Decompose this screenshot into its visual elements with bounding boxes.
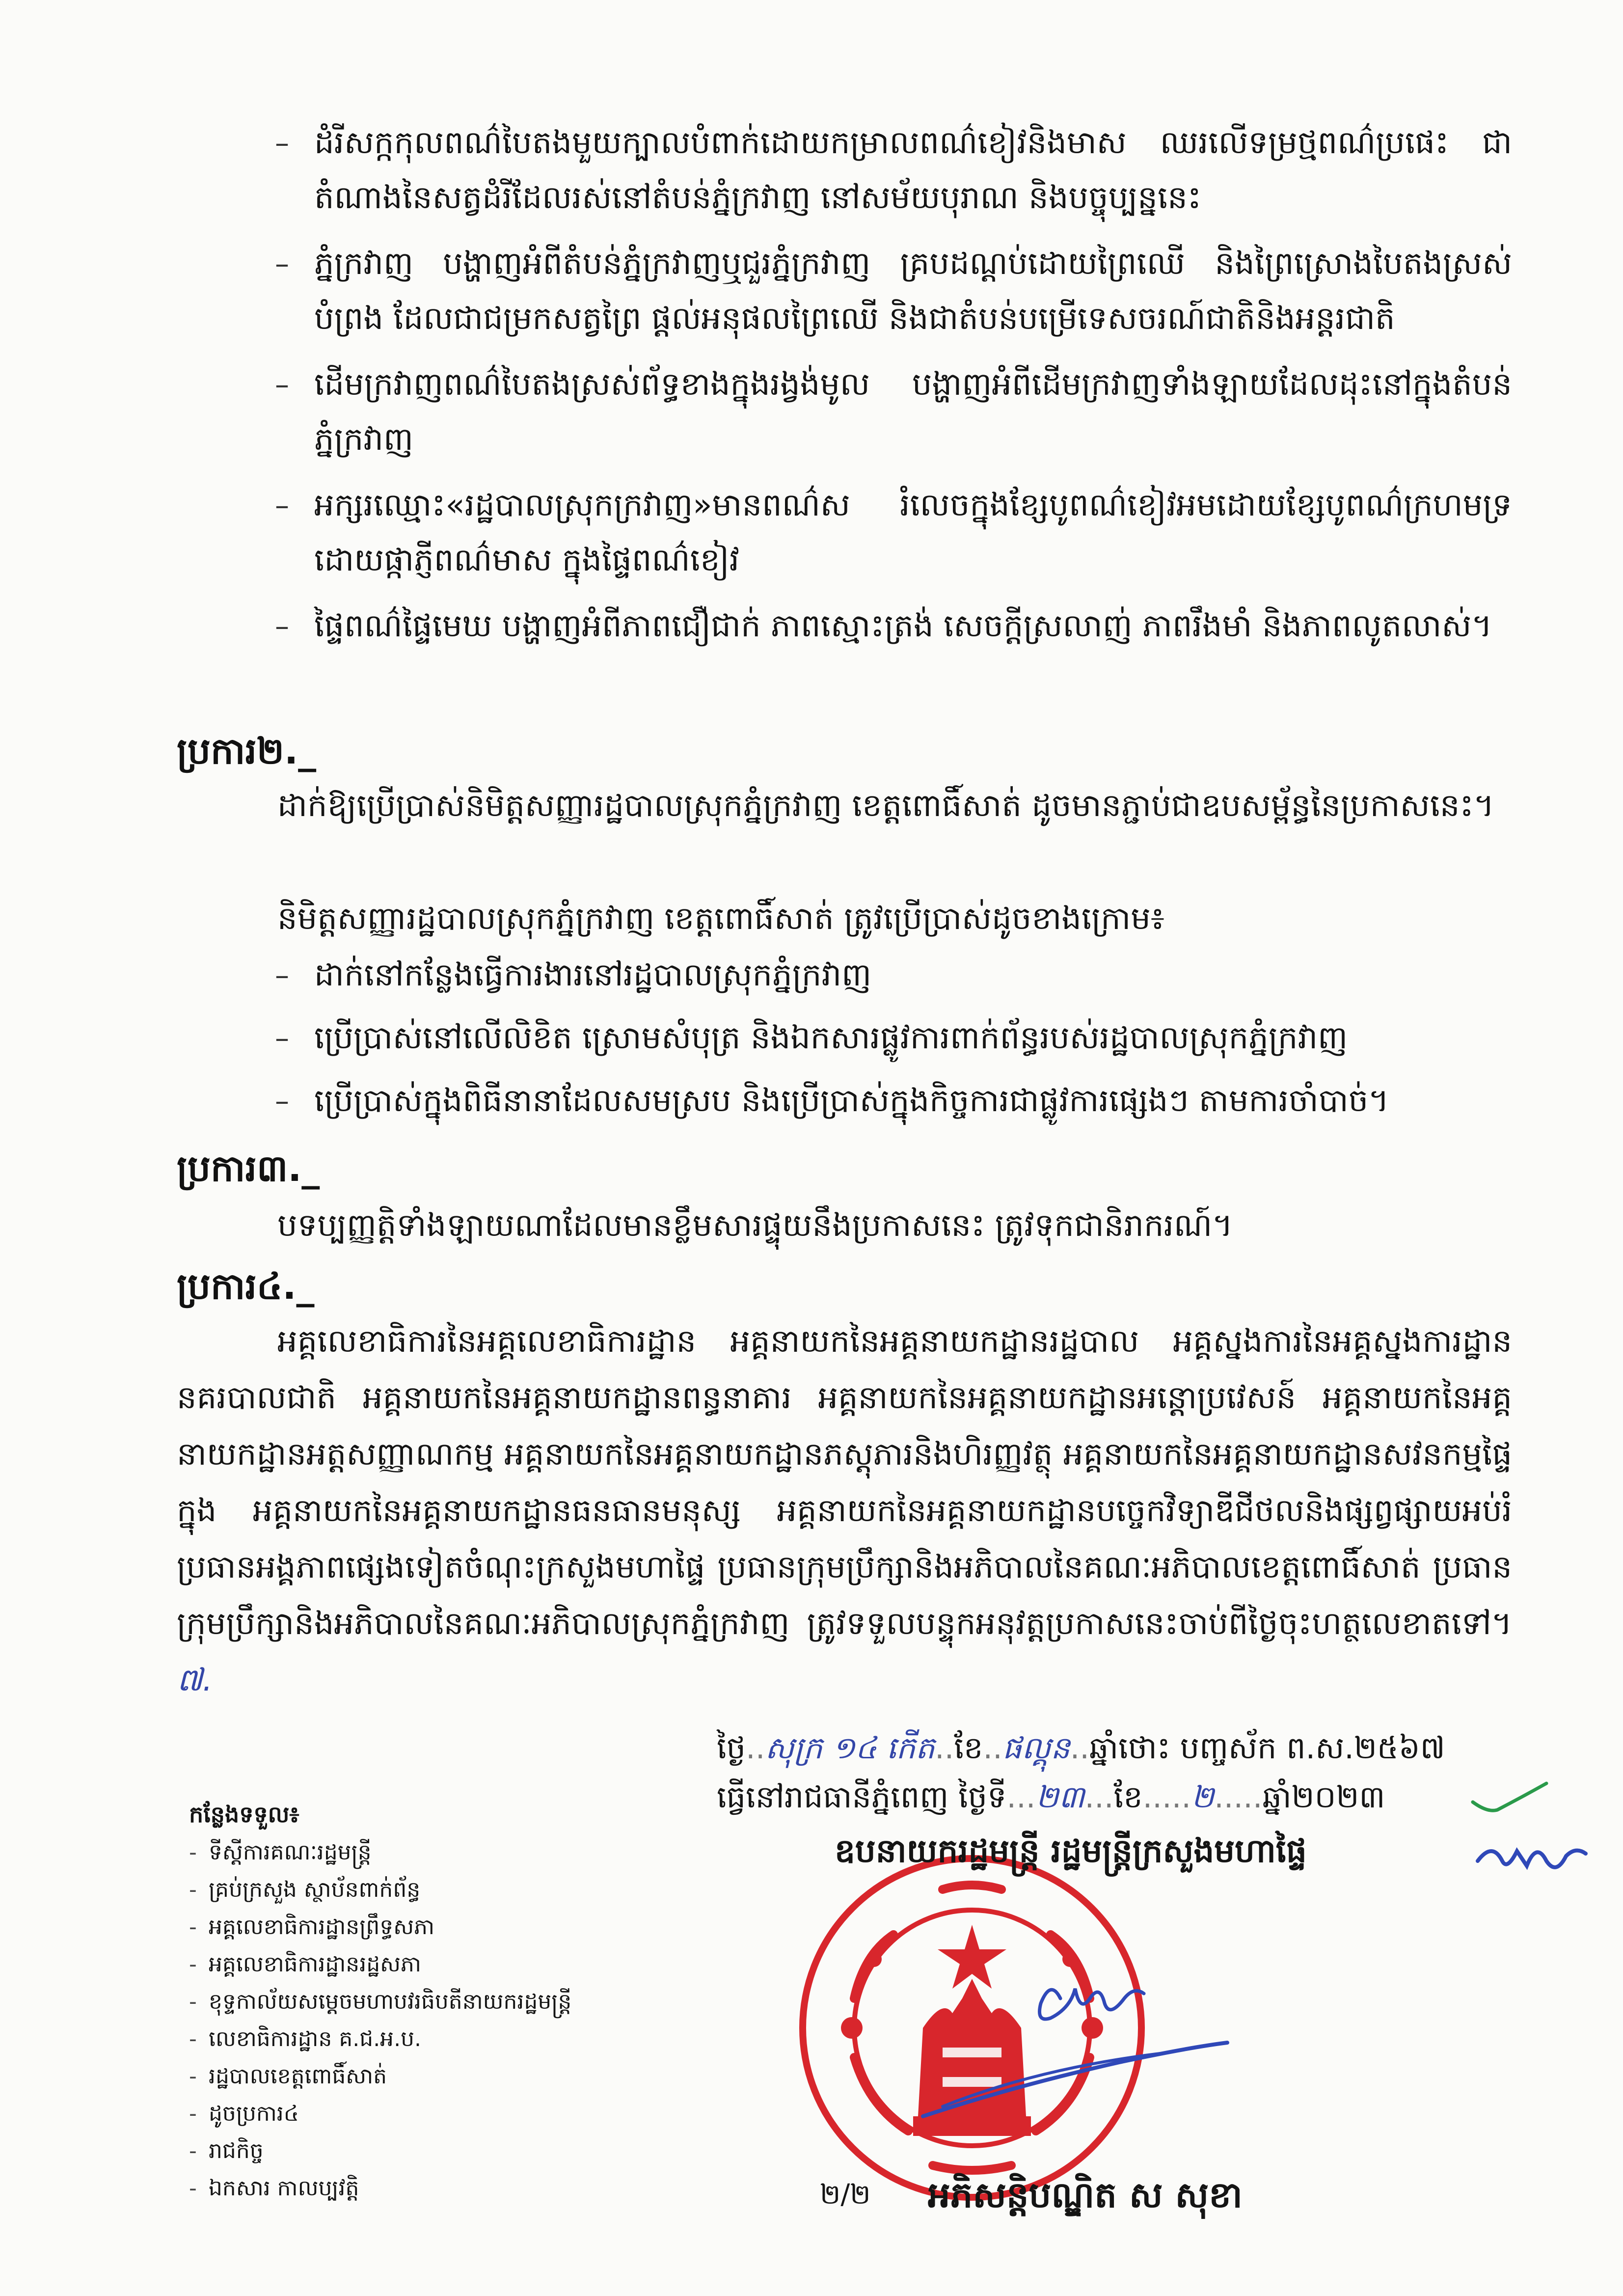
year-label: ឆ្នាំថោះ បញ្ចស័ក ព.ស.២៥៦៧ xyxy=(1089,1730,1445,1766)
list-item: - ទីស្ដីការគណៈរដ្ឋមន្ត្រី xyxy=(189,1840,372,1865)
list-item xyxy=(275,1011,1512,1066)
bullet-dash: – xyxy=(275,1084,289,1118)
signatory-title: ឧបនាយករដ្ឋមន្ត្រី រដ្ឋមន្ត្រីក្រសួងមហាផ្ទៃ xyxy=(835,1832,1307,1870)
page-number: ២/២ xyxy=(820,2179,871,2211)
handwritten-month: ២ xyxy=(1191,1779,1215,1815)
bullet-dash: – xyxy=(275,126,289,160)
recipients-list xyxy=(189,1834,572,2207)
list-item: - រាជកិច្ច xyxy=(189,2138,264,2163)
bullet-dash: – xyxy=(275,958,289,992)
article3-paragraph: បទប្បញ្ញត្តិទាំងឡាយណាដែលមានខ្លឹមសារផ្ទុយនឹងប្រកាសនេះ ត្រូវទុកជានិរាករណ៍។ xyxy=(277,1207,1233,1244)
list-item: - ខុទ្ទកាល័យសម្ដេចមហាបវរធិបតីនាយករដ្ឋមន្ត្រី xyxy=(189,1989,572,2014)
list-item: - រដ្ឋបាលខេត្តពោធិ៍សាត់ xyxy=(189,2064,387,2089)
list-item xyxy=(275,357,1512,467)
article4-paragraph xyxy=(177,1313,1512,1709)
recipients-block xyxy=(189,1795,572,2207)
list-item xyxy=(275,236,1512,346)
bullet-text: ភ្នំក្រវាញ បង្ហាញអំពីតំបន់ភ្នំក្រវាញឬជួរភ្នំក្រវាញ គ្របដណ្ដប់ដោយព្រៃឈើ និងព្រៃស្រោងបៃតងស្រស់បំព្រង ដែលជាជម្រកសត្វព្រៃ ផ្ដល់អនុផលព្រៃឈើ និងជាតំបន់បម្រើទេសចរណ៍ជាតិនិងអន្តរជាតិ xyxy=(314,246,1512,337)
article2-usage-list xyxy=(275,948,1512,1136)
month-label: ខែ xyxy=(1113,1779,1143,1815)
recipients-title: កន្លែងទទួល៖ xyxy=(189,1801,299,1828)
bullet-dash: – xyxy=(275,1021,289,1055)
signature-icon xyxy=(913,1969,1237,2131)
signatory-name: អភិសន្តិបណ្ឌិត ស សុខា xyxy=(928,2174,1243,2215)
article2-usage-intro: និមិត្តសញ្ញារដ្ឋបាលស្រុកភ្នំក្រវាញ ខេត្តពោធិ៍សាត់ ត្រូវប្រើប្រាស់ដូចខាងក្រោម៖ xyxy=(277,901,1164,937)
list-item: - គ្រប់ក្រសួង ស្ថាប័នពាក់ព័ន្ធ xyxy=(189,1877,421,1902)
article1-bullets xyxy=(275,115,1512,664)
solar-date-line: ធ្វើនៅរាជធានីភ្នំពេញ ថ្ងៃទី...២៣...ខែ.....២.....ឆ្នាំ២០២៣ xyxy=(717,1779,1385,1815)
bullet-text: ដើមក្រវាញពណ៌បៃតងស្រស់ព័ទ្ធខាងក្នុងរង្វង់មូល បង្ហាញអំពីដើមក្រវាញទាំងឡាយដែលដុះនៅក្នុងតំបន់ភ្នំក្រវាញ xyxy=(314,366,1512,458)
handwritten-month: ផល្គុន xyxy=(1002,1730,1070,1766)
list-item: - អគ្គលេខាធិការដ្ឋានរដ្ឋសភា xyxy=(189,1952,421,1977)
initials-icon xyxy=(1473,1827,1591,1881)
handwritten-day: ២៣ xyxy=(1035,1779,1085,1815)
article4-text: អគ្គលេខាធិការនៃអគ្គលេខាធិការដ្ឋាន អគ្គនាយកនៃអគ្គនាយកដ្ឋានរដ្ឋបាល អគ្គស្នងការនៃអគ្គស្នងការដ្ឋាននគរបាលជាតិ អគ្គនាយកនៃអគ្គនាយកដ្ឋានពន្ធនាគារ អគ្គនាយកនៃអគ្គនាយកដ្ឋានអន្តោប្រវេសន៍ អគ្គនាយកនៃអគ្គនាយកដ្ឋានអត្តសញ្ញាណកម្ម អគ្គនាយកនៃអគ្គនាយកដ្ឋានភស្តុភារនិងហិរញ្ញវត្ថុ អគ្គនាយកនៃអគ្គនាយកដ្ឋានសវនកម្មផ្ទៃក្នុង អគ្គនាយកនៃអគ្គនាយកដ្ឋានធនធានមនុស្ស អគ្គនាយកនៃអគ្គនាយកដ្ឋានបច្ចេកវិទ្យាឌីជីថលនិងផ្សព្វផ្សាយអប់រំ ប្រធានអង្គភាពផ្សេងទៀតចំណុះក្រសួងមហាផ្ទៃ ប្រធានក្រុមប្រឹក្សានិងអភិបាលនៃគណៈអភិបាលខេត្តពោធិ៍សាត់ ប្រធានក្រុមប្រឹក្សានិងអភិបាលនៃគណៈអភិបាលស្រុកភ្នំក្រវាញ ត្រូវទទួលបន្ទុកអនុវត្តប្រកាសនេះចាប់ពីថ្ងៃចុះហត្ថលេខាតទៅ។ xyxy=(177,1323,1512,1642)
bullet-text: ដាក់នៅកន្លែងធ្វើការងារនៅរដ្ឋបាលស្រុកភ្នំក្រវាញ xyxy=(314,957,871,993)
place-prefix: ធ្វើនៅរាជធានីភ្នំពេញ ថ្ងៃទី xyxy=(717,1779,1007,1815)
handwritten-day: សុក្រ ១៤ កើត xyxy=(765,1730,935,1766)
list-item xyxy=(275,599,1512,654)
year-label: ឆ្នាំ២០២៣ xyxy=(1262,1779,1385,1815)
bullet-text: ប្រើប្រាស់នៅលើលិខិត ស្រោមសំបុត្រ និងឯកសារផ្លូវការពាក់ព័ន្ធរបស់រដ្ឋបាលស្រុកភ្នំក្រវាញ xyxy=(314,1020,1348,1056)
bullet-text: ផ្ទៃពណ៌ផ្ទៃមេឃ បង្ហាញអំពីភាពជឿជាក់ ភាពស្មោះត្រង់ សេចក្ដីស្រលាញ់ ភាពរឹងមាំ និងភាពលូតលាស់។ xyxy=(314,608,1492,644)
article3-heading: ប្រការ៣._ xyxy=(177,1148,320,1190)
bullet-dash: – xyxy=(275,489,289,522)
list-item xyxy=(275,115,1512,225)
list-item: - ឯកសារ កាលប្បវត្តិ xyxy=(189,2176,359,2201)
bullet-dash: – xyxy=(275,609,289,643)
check-mark-icon xyxy=(1468,1777,1551,1817)
lunar-date-line: ថ្ងៃ..សុក្រ ១៤ កើត..ខែ..ផល្គុន..ឆ្នាំថោះ បញ្ចស័ក ព.ស.២៥៦៧ xyxy=(717,1730,1445,1766)
list-item: - លេខាធិការដ្ឋាន គ.ជ.អ.ប. xyxy=(189,2026,422,2051)
article4-heading: ប្រការ៤._ xyxy=(177,1265,315,1308)
list-item xyxy=(275,948,1512,1003)
list-item xyxy=(275,1073,1512,1128)
list-item xyxy=(275,478,1512,588)
bullet-dash: – xyxy=(275,247,289,280)
article2-paragraph: ដាក់ឱ្យប្រើប្រាស់និមិត្តសញ្ញារដ្ឋបាលស្រុកភ្នំក្រវាញ ខេត្តពោធិ៍សាត់ ដូចមានភ្ជាប់ជាឧបសម្ព័ន្ធនៃប្រកាសនេះ។ xyxy=(277,788,1494,824)
article2-heading: ប្រការ២._ xyxy=(177,730,317,772)
list-item: - អគ្គលេខាធិការដ្ឋានព្រឹទ្ធសភា xyxy=(189,1914,434,1940)
bullet-dash: – xyxy=(275,368,289,401)
bullet-text: ប្រើប្រាស់ក្នុងពិធីនានាដែលសមស្រប និងប្រើប្រាស់ក្នុងកិច្ចការជាផ្លូវការផ្សេងៗ តាមការចាំបាច់។ xyxy=(314,1083,1389,1119)
list-item: - ដូចប្រការ៤ xyxy=(189,2101,299,2126)
handwritten-number: ៧. xyxy=(177,1662,213,1698)
date-prefix: ថ្ងៃ xyxy=(717,1730,746,1766)
bullet-text: អក្សរឈ្មោះ«រដ្ឋបាលស្រុកក្រវាញ»មានពណ៌ស រំលេចក្នុងខ្សែបូពណ៌ខៀវអមដោយខ្សែបូពណ៌ក្រហមទ្រដោយផ្កាភ្ញីពណ៌មាស ក្នុងផ្ទៃពណ៌ខៀវ xyxy=(314,487,1512,578)
bullet-text: ដំរីសក្កកុលពណ៌បៃតងមួយក្បាលបំពាក់ដោយកម្រាលពណ៌ខៀវនិងមាស ឈរលើទម្រថ្មពណ៌ប្រផេះ ជាតំណាងនៃសត្វដំរីដែលរស់នៅតំបន់ភ្នំក្រវាញ នៅសម័យបុរាណ និងបច្ចុប្បន្ននេះ xyxy=(314,125,1512,216)
month-label: ខែ xyxy=(954,1730,983,1766)
